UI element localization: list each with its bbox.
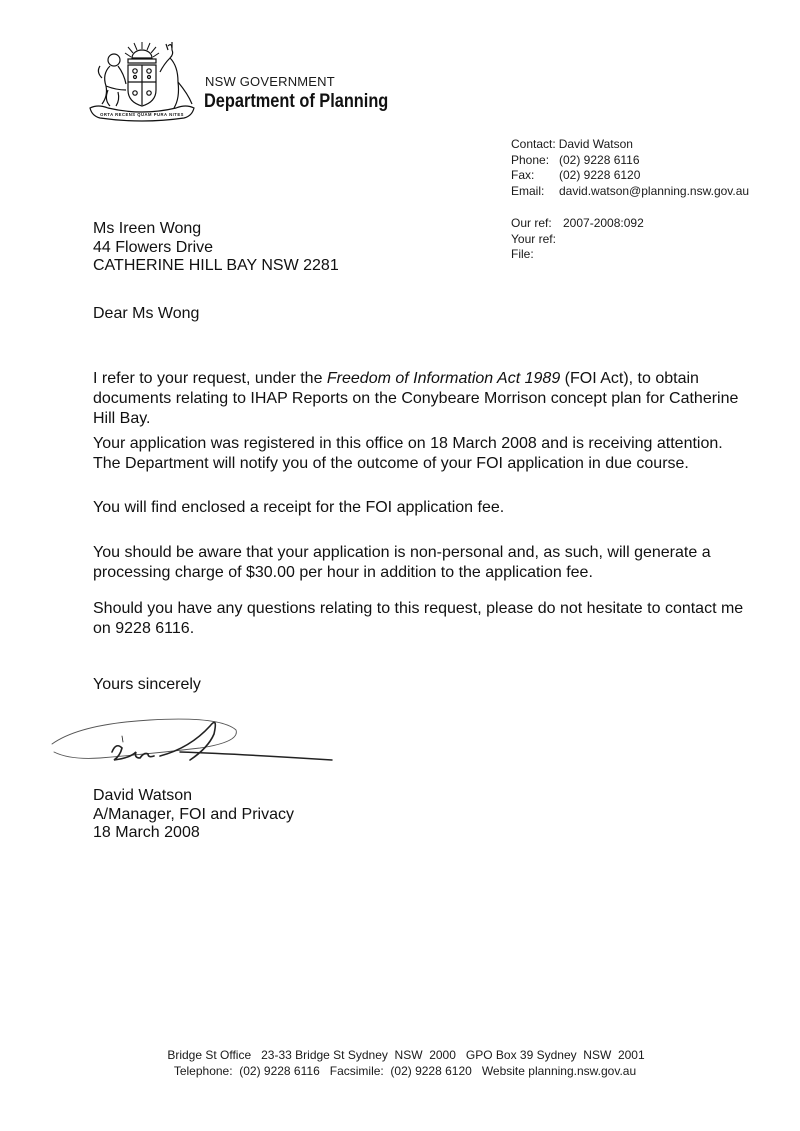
phone-value: (02) 9228 6116	[559, 152, 640, 167]
your-ref-row	[511, 232, 644, 248]
department-name: Department of Planning	[204, 91, 389, 112]
body-paragraph-5	[93, 599, 753, 639]
contact-details	[511, 137, 749, 199]
fax-row	[511, 168, 749, 184]
p1-text-before: I refer to your request, under the	[93, 370, 327, 387]
salutation: Dear Ms Wong	[93, 305, 200, 322]
body-paragraph-3	[93, 498, 753, 518]
contact-row	[511, 137, 749, 153]
body-paragraph-2	[93, 434, 753, 474]
footer-address-line: Bridge St Office 23-33 Bridge St Sydney NSW 2000 GPO Box 39 Sydney NSW 2001	[167, 1048, 645, 1062]
recipient-name: Ms Ireen Wong	[93, 220, 202, 237]
act-title: Freedom of Information Act 1989	[326, 370, 561, 387]
footer-contact-line: Telephone: (02) 9228 6116 Facsimile: (02) 9228 6120 Website planning.nsw.gov.au	[173, 1064, 637, 1078]
fax-label: Fax:	[511, 168, 535, 182]
email-label: Email:	[511, 183, 545, 198]
contact-label: Contact:	[511, 137, 556, 151]
p1-text-after: (FOI Act), to obtain documents relating to IHAP Reports on the Conybeare Morrison concept plan for Catherine Hill Bay.	[93, 370, 739, 427]
signatory-name: David Watson	[93, 787, 192, 804]
contact-name: David Watson	[558, 137, 633, 151]
p2-text: Your application was registered in this office on 18 March 2008 and is receiving attention. The Department will notify you of the outcome of your FOI application in due course.	[93, 435, 723, 472]
letter-date: 18 March 2008	[93, 824, 200, 841]
recipient-address	[93, 220, 339, 276]
government-name: NSW GOVERNMENT	[205, 74, 335, 89]
phone-label: Phone:	[511, 152, 550, 167]
phone-row	[511, 153, 749, 169]
recipient-street: 44 Flowers Drive	[93, 238, 214, 256]
handwritten-signature	[40, 712, 340, 772]
p3-text: You will find enclosed a receipt for the FOI application fee.	[93, 499, 505, 516]
footer	[0, 1047, 800, 1079]
fax-value: (02) 9228 6120	[559, 168, 641, 182]
file-row	[511, 247, 644, 263]
email-value: david.watson@planning.nsw.gov.au	[559, 183, 750, 198]
our-ref-value: 2007-2008:092	[563, 216, 644, 230]
closing: Yours sincerely	[93, 676, 201, 693]
email-row	[511, 184, 749, 200]
our-ref-row	[511, 216, 644, 232]
body-paragraph-1	[93, 369, 753, 429]
your-ref-label: Your ref:	[511, 231, 556, 246]
reference-details	[511, 216, 644, 263]
p5-text: Should you have any questions relating to this request, please do not hesitate to contact me on 9228 6116.	[93, 600, 744, 637]
body-paragraph-4	[93, 543, 753, 583]
nsw-coat-of-arms-logo	[88, 38, 196, 122]
signatory-title: A/Manager, FOI and Privacy	[93, 805, 294, 823]
p4-text: You should be aware that your application is non-personal and, as such, will generate a processing charge of $30.00 per hour in addition to the application fee.	[93, 544, 711, 581]
file-label: File:	[511, 247, 534, 261]
our-ref-label: Our ref:	[511, 216, 552, 230]
recipient-locality: CATHERINE HILL BAY NSW 2281	[93, 257, 339, 274]
signoff-block	[93, 787, 294, 843]
crest-motto: ORTA RECENS QUAM PURA NITES	[100, 112, 184, 117]
